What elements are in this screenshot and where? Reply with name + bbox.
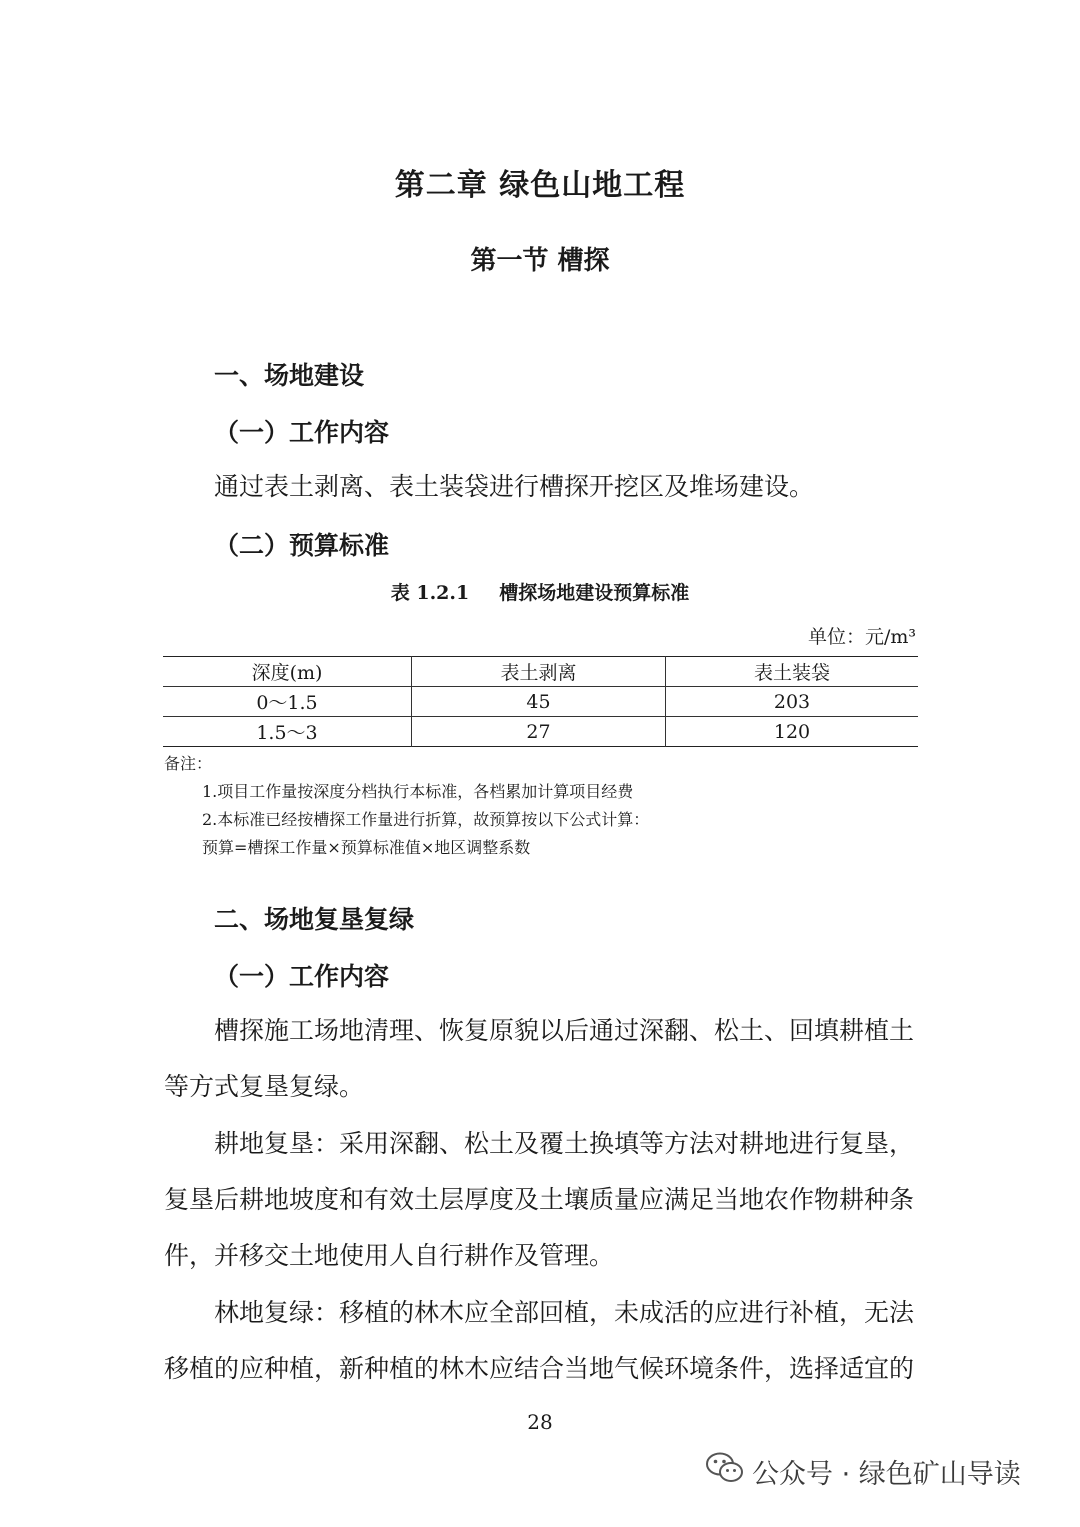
part2-paragraph-2: 耕地复垦：采用深翻、松土及覆土换填等方法对耕地进行复垦，复垦后耕地坡度和有效土层厚度及土壤质量应满足当地农作物耕种条件，并移交土地使用人自行耕作及管理。	[164, 1129, 915, 1270]
table-cell: 45	[412, 687, 666, 717]
table-caption	[0, 578, 1080, 605]
part1-heading: 一、场地建设	[214, 361, 365, 390]
part2-heading: 二、场地复垦复绿	[214, 905, 415, 934]
budget-table	[163, 656, 918, 747]
table-cell: 1.5～3	[256, 722, 318, 744]
part2-paragraph-3: 林地复绿：移植的林木应全部回植，未成活的应进行补植，无法移植的应种植，新种植的林木应结合当地气候环境条件，选择适宜的	[164, 1298, 915, 1383]
note-item: 2.本标准已经按槽探工作量进行折算，故预算按以下公式计算：	[202, 810, 650, 829]
table-unit: 单位：元/m³	[807, 626, 916, 648]
note-item: 预算=槽探工作量×预算标准值×地区调整系数	[202, 838, 531, 857]
table-caption-number: 表 1.2.1	[390, 582, 470, 604]
watermark	[706, 1448, 1021, 1494]
table-header-stripping: 表土剥离	[412, 657, 666, 687]
note-item: 1.项目工作量按深度分档执行本标准，各档累加计算项目经费	[202, 782, 634, 801]
part1-budget-heading: （二）预算标准	[214, 531, 390, 560]
wechat-icon	[706, 1452, 744, 1491]
table-header-bagging: 表土装袋	[666, 657, 919, 687]
table-header-depth: 深度(m)	[251, 662, 323, 684]
notes-title: 备注：	[164, 754, 213, 773]
table-row	[163, 717, 918, 747]
table-cell: 0～1.5	[256, 692, 318, 714]
table-cell: 27	[412, 717, 666, 747]
part1-work-heading: （一）工作内容	[214, 418, 390, 447]
table-row	[163, 687, 918, 717]
watermark-text: 公众号 · 绿色矿山导读	[752, 1458, 1021, 1490]
page-number: 28	[527, 1410, 553, 1434]
part1-work-text: 通过表土剥离、表土装袋进行槽探开挖区及堆场建设。	[214, 472, 815, 501]
chapter-title: 第二章 绿色山地工程	[394, 168, 686, 203]
table-header-row	[163, 657, 918, 687]
table-cell: 203	[666, 687, 919, 717]
section-title: 第一节 槽探	[470, 246, 610, 276]
table-cell: 120	[666, 717, 919, 747]
part2-work-heading: （一）工作内容	[214, 962, 390, 991]
part2-paragraph-1: 槽探施工场地清理、恢复原貌以后通过深翻、松土、回填耕植土等方式复垦复绿。	[164, 1016, 915, 1101]
table-caption-title: 槽探场地建设预算标准	[499, 582, 690, 604]
